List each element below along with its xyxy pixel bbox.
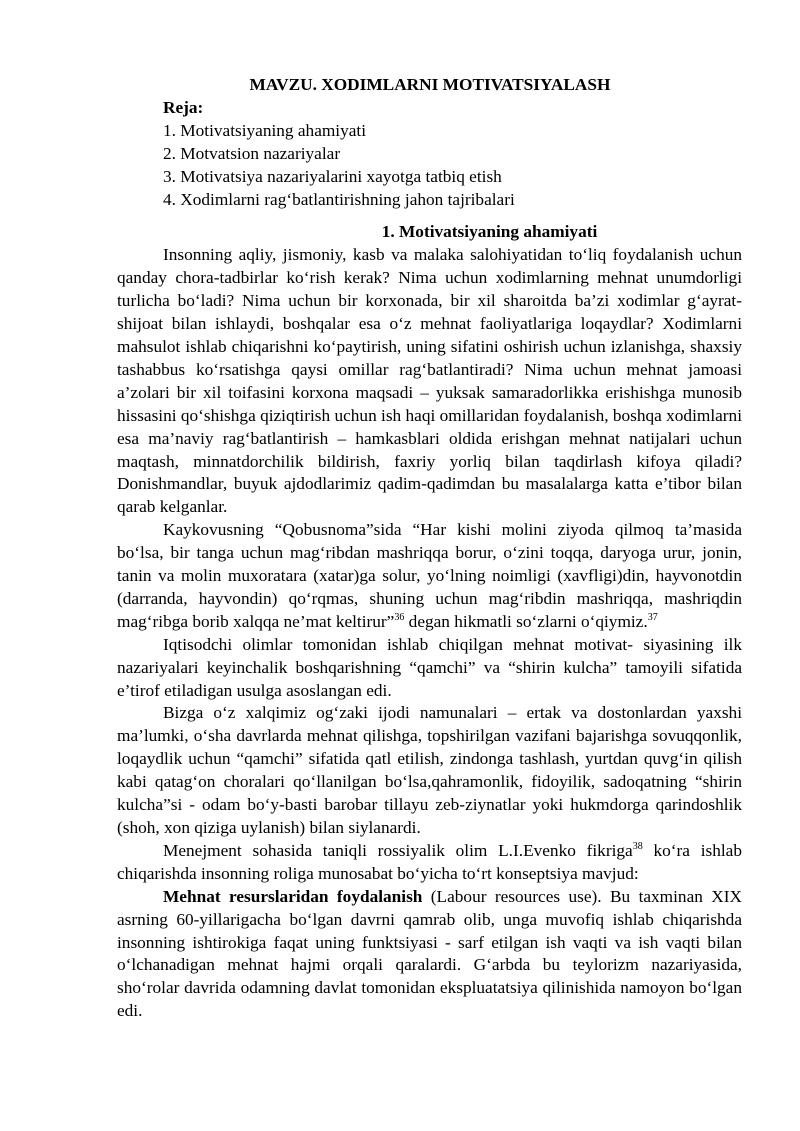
footnote-ref: 36: [394, 612, 405, 624]
paragraph-3: Iqtisodchi olimlar tomonidan ishlab chiqilgan mehnat motivat- siyasining ilk nazariyalari keyinchalik boshqarishning “qamchi” va “shirin kulcha” tamoyili sifatida e’tirof etiladigan usulga asoslangan edi.: [117, 634, 742, 700]
footnote-ref: 38: [632, 841, 643, 853]
paragraph-5-text: Menejment sohasida taniqli rossiyalik olim L.I.Evenko fikriga: [163, 840, 633, 860]
paragraph-5-text: ko‘ra ishlab chiqarishda insonning roliga munosabat bo‘yicha to‘rt konseptsiya mavjud:: [117, 840, 742, 883]
paragraph-2-text: Kaykovusning “Qobusnoma”sida “Har kishi molini ziyoda qilmoq ta’masida bo‘lsa, bir tanga uchun mag‘ribdan mashriqqa borur, o‘zini toqqa, daryoga urur, jonin, tanin va molin muxoratara (xatar)ga solur, yo‘lning noimligi (xavfligi)din, hayvonotdin (darranda, hayvondin) qo‘rqmas, shuning uchun mag‘ribdin mashriqqa, mashriqdin mag‘ribga borib xalqqa ne’mat keltirur”: [117, 520, 742, 631]
footnote-ref: 37: [647, 612, 658, 624]
section-title: 1. Motivatsiyaning ahamiyati: [381, 222, 598, 242]
paragraph-2-text: degan hikmatli so‘zlarni o‘qiymiz.: [404, 611, 648, 631]
document-title: MAVZU. XODIMLARNI MOTIVATSIYALASH: [249, 75, 611, 94]
plan-item: 1. Motivatsiyaning ahamiyati: [163, 120, 367, 140]
plan-item: 2. Motvatsion nazariyalar: [163, 143, 341, 163]
term-bold: Mehnat resurslaridan foydalanish: [163, 886, 423, 906]
plan-item: 3. Motivatsiya nazariyalarini xayotga tatbiq etish: [163, 166, 502, 186]
plan-block: [117, 97, 742, 212]
document-page: [117, 74, 742, 1023]
plan-item: 4. Xodimlarni rag‘batlantirishning jahon tajribalari: [163, 189, 515, 209]
paragraph-6-text: (Labour resources use). Bu taxminan XIX asrning 60-yillarigacha bo‘lgan davrni qamrab olib, unga muvofiq ishlab chiqarishda insonning ishtirokiga faqat uning funktsiyasi - sarf etilgan ish vaqti va ish vaqti bilan o‘lchanadigan mehnat hajmi orqali qaralardi. G‘arbda bu teylorizm nazariyasida, sho‘rolar davrida odamning davlat tomonidan ekspluatatsiya qilinishida namoyon bo‘lgan edi.: [117, 886, 742, 1021]
paragraph-6: [117, 886, 742, 1023]
paragraph-1: Insonning aqliy, jismoniy, kasb va malaka salohiyatidan to‘liq foydalanish uchun qanday chora-tadbirlar ko‘rish kerak? Nima uchun xodimlarning mehnat unumdorligi turlicha bo‘ladi? Nima uchun bir korxonada, bir xil sharoitda ba’zi xodimlar g‘ayrat-shijoat bilan ishlaydi, boshqalar esa o‘z mehnat faoliyatlariga loqaydlar? Xodimlarni mahsulot ishlab chiqarishni ko‘paytirish, uning sifatini oshirish uchun izlanishga, shaxsiy tashabbus ko‘rsatishga qaysi omillar rag‘batlantiradi? Nima uchun mehnat jamoasi a’zolari bir xil toifasini korxona maqsadi – yuksak samaradorlikka erishishga munosib hissasini qo‘shishga qiziqtirish uchun ish haqi omillaridan foydalanish, boshqa xodimlarni esa ma’naviy rag‘batlantirish – hamkasblari oldida erishgan mehnat natijalari uchun maqtash, minnatdorchilik bildirish, faxriy yorliq bilan taqdirlash kifoya qiladi? Donishmandlar, buyuk ajdodlarimiz qadim-qadimdan bu masalalarga katta e’tibor bilan qarab kelganlar.: [117, 245, 742, 517]
paragraph-2: [117, 519, 742, 634]
plan-heading: Reja:: [163, 97, 204, 117]
paragraph-5: [117, 840, 742, 886]
paragraph-4: Bizga o‘z xalqimiz og‘zaki ijodi namunalari – ertak va dostonlardan yaxshi ma’lumki, o‘sha davrlarda mehnat qilishga, topshirilgan vazifani bajarishga sovuqqonlik, loqaydlik uchun “qamchi” sifatida qatl etilish, zindonga tashlash, yurtdan quvg‘in qilish kabi qatag‘on choralari qo‘llanilgan bo‘lsa,qahramonlik, fidoyilik, sadoqatning “shirin kulcha”si - odam bo‘y-basti barobar tillayu zeb-ziynatlar yoki hukmdorga qarindoshlik (shoh, xon qiziga uylanish) bilan siylanardi.: [117, 703, 742, 837]
